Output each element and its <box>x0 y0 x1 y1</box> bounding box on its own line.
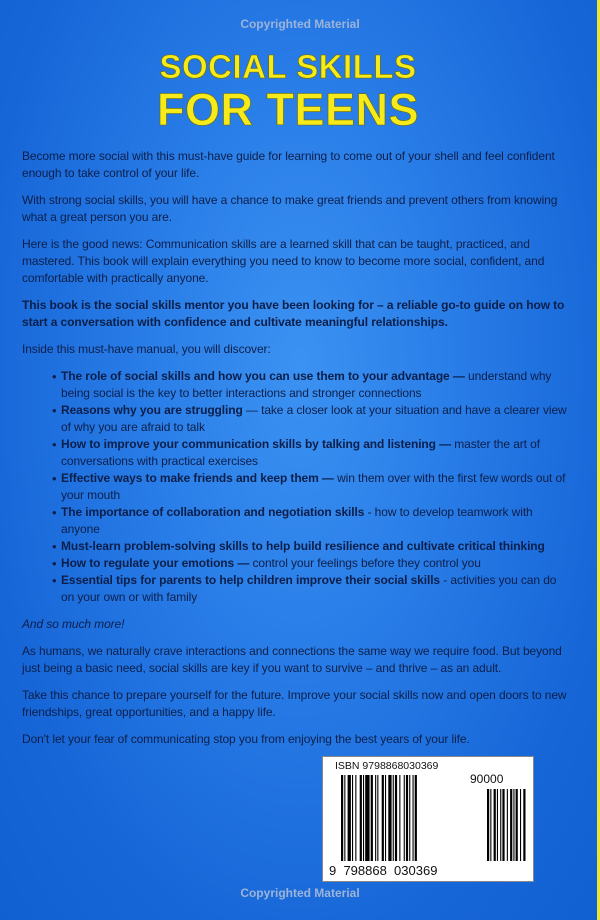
barcode-bar <box>344 775 345 861</box>
item-bold: The role of social skills and how you can use them to your advantage — <box>61 369 465 383</box>
barcode-bar <box>375 775 376 861</box>
barcode-bars <box>341 775 531 863</box>
barcode-bar <box>502 789 504 861</box>
barcode-bar <box>377 775 378 861</box>
list-item <box>52 572 570 606</box>
barcode-bar <box>516 789 518 861</box>
item-bold: Reasons why you are struggling <box>61 403 243 417</box>
title-line-2: FOR TEENS <box>156 84 420 135</box>
item-text: master the art of conversations with practical exercises <box>61 437 540 468</box>
barcode-bar <box>363 775 364 861</box>
barcode-bar <box>382 775 384 861</box>
paragraph-italic: And so much more! <box>22 617 125 631</box>
barcode-bar <box>348 775 351 861</box>
barcode-bar <box>497 789 498 861</box>
barcode-bar <box>341 775 343 861</box>
barcode-bar <box>395 775 397 861</box>
item-text: — take a closer look at your situation and have a clearer view of why you are afraid to talk <box>61 403 567 434</box>
list-item <box>52 504 570 538</box>
back-cover-text <box>22 148 570 758</box>
copyright-watermark-bottom: Copyrighted Material <box>240 886 360 900</box>
paragraph: Take this chance to prepare yourself for the future. Improve your social skills now and open doors to new friendships, great opportunities, and a happy life. <box>22 688 567 719</box>
barcode-bar <box>523 789 525 861</box>
barcode-bar <box>490 789 491 861</box>
item-bold: Effective ways to make friends and keep them — <box>61 471 334 485</box>
item-bold: How to improve your communication skills by talking and listening — <box>61 437 452 451</box>
isbn-barcode <box>322 756 534 882</box>
barcode-bar <box>520 789 521 861</box>
barcode-bar <box>510 789 512 861</box>
paragraph-bold: This book is the social skills mentor you have been looking for – a reliable go-to guide on how to start a conversation with confidence and cultivate meaningful relationships. <box>22 298 565 329</box>
list-item <box>52 368 570 402</box>
paragraph: Become more social with this must-have guide for learning to come out of your shell and feel confident enough to take control of your life. <box>22 149 555 180</box>
list-item <box>52 436 570 470</box>
barcode-bar <box>513 789 514 861</box>
item-bold: Essential tips for parents to help children improve their social skills <box>61 573 441 587</box>
copyright-watermark-top: Copyrighted Material <box>240 17 360 31</box>
item-bold: The importance of collaboration and negotiation skills <box>61 505 365 519</box>
barcode-bar <box>355 775 356 861</box>
item-text: win them over with the first few words out of your mouth <box>61 471 566 502</box>
list-item <box>52 402 570 436</box>
barcode-bar <box>500 789 501 861</box>
barcode-bar <box>371 775 373 861</box>
item-text: - how to develop teamwork with anyone <box>61 505 533 536</box>
paragraph: Don't let your fear of communicating stop you from enjoying the best years of your life. <box>22 732 470 746</box>
feature-list <box>22 368 570 606</box>
list-item <box>52 470 570 504</box>
barcode-bar <box>413 775 414 861</box>
barcode-bar <box>352 775 353 861</box>
paragraph: As humans, we naturally crave interactions and connections the same way we require food. But beyond just being a basic need, social skills are key if you want to survive – and thrive – as an adult. <box>22 644 562 675</box>
barcode-bar <box>399 775 400 861</box>
title-line-1: SOCIAL SKILLS <box>159 48 417 85</box>
paragraph: With strong social skills, you will have a chance to make great friends and prevent others from knowing what a great person you are. <box>22 193 558 224</box>
barcode-bar <box>507 789 508 861</box>
barcode-bar <box>365 775 369 861</box>
item-bold: Must-learn problem-solving skills to help build resilience and cultivate critical thinking <box>61 539 545 553</box>
addon-code: 90000 <box>470 772 504 786</box>
barcode-bar <box>406 775 408 861</box>
item-bold: How to regulate your emotions — <box>61 556 250 570</box>
barcode-bar <box>487 789 489 861</box>
list-item <box>52 555 570 572</box>
barcode-bar <box>360 775 362 861</box>
barcode-bar <box>385 775 386 861</box>
isbn-label: ISBN 9798868030369 <box>335 760 439 772</box>
paragraph: Here is the good news: Communication skills are a learned skill that can be taught, practiced, and mastered. This book will explain everything you need to know to become more social, confident, and comfortable with practically anyone. <box>22 237 545 285</box>
paragraph: Inside this must-have manual, you will discover: <box>22 342 271 356</box>
barcode-digits: 9 798868 030369 <box>329 863 438 878</box>
barcode-bar <box>409 775 410 861</box>
item-text: understand why being social is the key to better interactions and stronger connections <box>61 369 552 400</box>
barcode-bar <box>404 775 405 861</box>
barcode-bar <box>388 775 391 861</box>
barcode-bar <box>393 775 394 861</box>
barcode-bar <box>494 789 496 861</box>
list-item <box>52 538 570 555</box>
item-text: - activities you can do on your own or with family <box>61 573 557 604</box>
item-text: control your feelings before they control you <box>249 556 481 570</box>
barcode-bar <box>415 775 417 861</box>
